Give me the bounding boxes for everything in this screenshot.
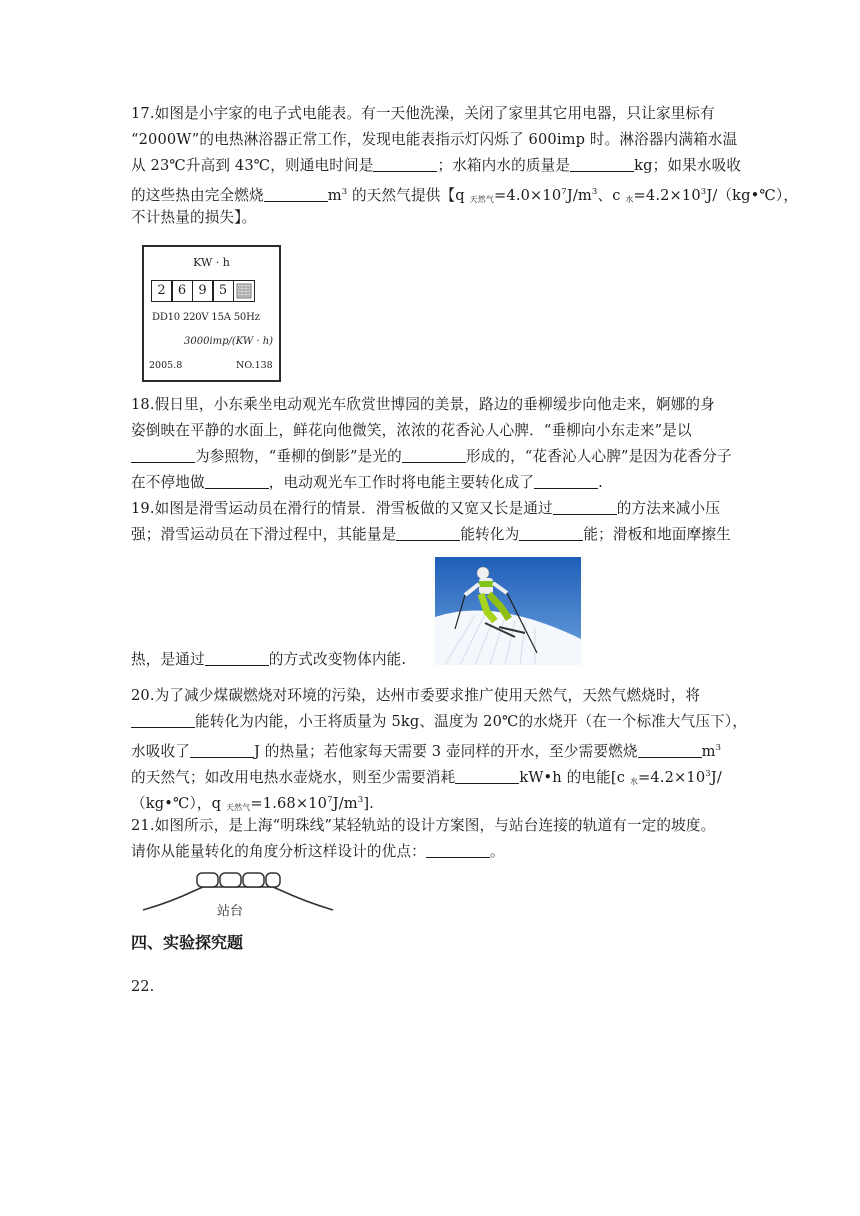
q20-line-5: （kg•℃），q $_{天然气}=1.68\times 10^7J/m^3$]. xyxy=(131,795,374,812)
q18-line-2: 姿倒映在平静的水面上，鲜花向他微笑，浓浓的花香沁人心脾．“垂柳向小东走来”是以 xyxy=(131,422,692,439)
q19-line-1: 19.如图是滑雪运动员在滑行的情景．滑雪板做的又宽又长是通过 的方法来减小压 xyxy=(131,500,720,517)
meter-digit: 6 xyxy=(171,280,193,302)
meter-digit: 2 xyxy=(151,280,173,302)
answer-blank[interactable] xyxy=(638,741,702,758)
q20-line-2: 能转化为内能，小王将质量为 5kg、温度为 20℃的水烧开（在一个标准大气压下）， xyxy=(131,709,731,735)
question-19-continued xyxy=(131,647,731,673)
q17-line-5: 不计热量的损失】。 xyxy=(131,209,257,226)
answer-blank[interactable] xyxy=(131,446,195,463)
section-heading: 四、实验探究题 xyxy=(131,933,244,952)
q18-line-3: 为参照物，“垂柳的倒影”是光的 形成的，“花香沁人心脾”是因为花香分子 xyxy=(131,444,731,470)
question-20 xyxy=(131,683,748,813)
meter-unit: KW · h xyxy=(193,256,230,269)
meter-number: NO.138 xyxy=(236,360,273,371)
answer-blank[interactable] xyxy=(570,155,634,172)
station-label: 站台 xyxy=(217,904,244,919)
answer-blank[interactable] xyxy=(396,524,460,541)
answer-blank[interactable] xyxy=(190,741,254,758)
answer-blank[interactable] xyxy=(534,472,598,489)
q20-line-3: 水吸收了 J 的热量；若他家每天需要 3 壶同样的开水，至少需要燃烧 $m^3$ xyxy=(131,743,722,760)
answer-blank[interactable] xyxy=(455,767,519,784)
meter-digit: 5 xyxy=(212,280,234,302)
question-22-number: 22. xyxy=(131,978,155,995)
q17-line-3: 从 23℃升高到 43℃，则通电时间是 ；水箱内水的质量是 kg；如果水吸收 xyxy=(131,157,742,174)
meter-digit: 9 xyxy=(192,280,214,302)
q17-line-2: “2000W”的电热淋浴器正常工作，发现电能表指示灯闪烁了 600imp 时。淋浴器内满箱水温 xyxy=(131,131,738,148)
meter-digits xyxy=(152,280,255,302)
answer-blank[interactable] xyxy=(426,841,490,858)
answer-blank[interactable] xyxy=(205,649,269,666)
meter-constant: 3000imp/(KW · h) xyxy=(184,336,274,347)
q19-line-3: 热，是通过 的方式改变物体内能. xyxy=(131,651,407,668)
question-19 xyxy=(131,496,731,548)
question-17 xyxy=(131,101,799,231)
answer-blank[interactable] xyxy=(519,524,583,541)
electric-meter-figure xyxy=(142,245,281,382)
station-diagram xyxy=(141,868,335,924)
q17-line-4: 的这些热由完全燃烧 $m^3$ 的天然气提供【q $_{天然气}=4.0\times 10^7J/m^3$、c $_水=4.2\times 10^3J/(kg•℃)$， xyxy=(131,187,799,204)
q17-line-1: 17.如图是小宇家的电子式电能表。有一天他洗澡，关闭了家里其它用电器，只让家里标有 xyxy=(131,105,715,122)
q19-line-2: 强；滑雪运动员在下滑过程中，其能量是 能转化为 能；滑板和地面摩擦生 xyxy=(131,526,731,543)
question-18 xyxy=(131,392,731,496)
answer-blank[interactable] xyxy=(553,498,617,515)
meter-spec: DD10 220V 15A 50Hz xyxy=(152,312,260,323)
q20-line-4: 的天然气；如改用电热水壶烧水，则至少需要消耗 kW•h 的电能[c $_水=4.2\times 10^3J/$ xyxy=(131,769,722,786)
answer-blank[interactable] xyxy=(373,155,437,172)
q21-line-2: 请你从能量转化的角度分析这样设计的优点： 。 xyxy=(131,843,505,860)
answer-blank[interactable] xyxy=(205,472,269,489)
meter-date: 2005.8 xyxy=(149,360,183,371)
question-21 xyxy=(131,813,731,865)
q18-line-1: 18.假日里，小东乘坐电动观光车欣赏世博园的美景，路边的垂柳缓步向他走来，婀娜的身 xyxy=(131,396,715,413)
answer-blank[interactable] xyxy=(264,185,328,202)
answer-blank[interactable] xyxy=(131,711,195,728)
q21-line-1: 21.如图所示，是上海“明珠线”某轻轨站的设计方案图，与站台连接的轨道有一定的坡度。 xyxy=(131,817,716,834)
q20-line-1: 20.为了减少煤碳燃烧对环境的污染，达州市委要求推广使用天然气，天然气燃烧时，将 xyxy=(131,687,701,704)
answer-blank[interactable] xyxy=(402,446,466,463)
meter-rotor-icon xyxy=(233,280,255,302)
q18-line-4: 在不停地做 ，电动观光车工作时将电能主要转化成了 . xyxy=(131,474,603,491)
